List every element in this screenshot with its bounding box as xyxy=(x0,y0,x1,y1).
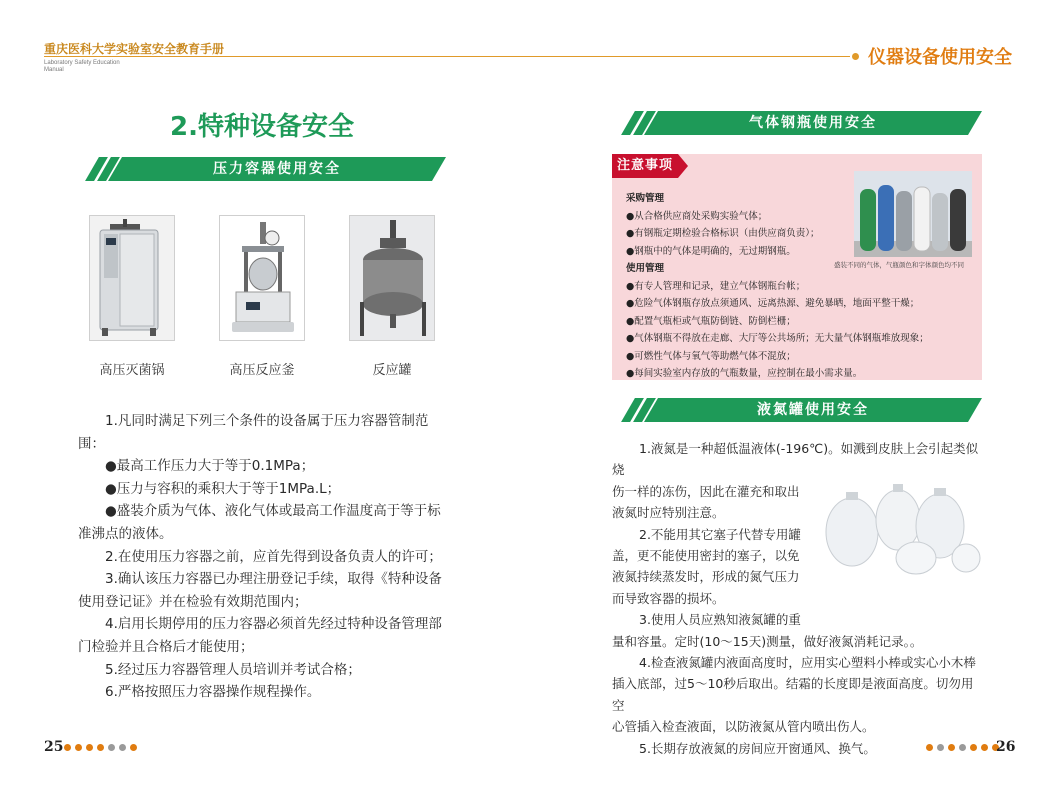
paragraph: 量和容量。定时(10～15天)测量，做好液氮消耗记录。。 xyxy=(612,633,923,649)
bullet-item: ●最高工作压力大于等于0.1MPa； xyxy=(105,458,315,475)
notice-item: ●钢瓶中的气体是明确的，无过期钢瓶。 xyxy=(626,245,796,257)
notice-content xyxy=(626,190,976,383)
use-heading: 使用管理 xyxy=(626,263,665,274)
pressure-vessel-banner xyxy=(78,157,446,181)
liquid-nitrogen-text xyxy=(612,438,984,759)
banner-label: 气体钢瓶使用安全 xyxy=(749,115,877,131)
photo-caption: 盛装不同的气体，气瓶颜色和字体颜色均不同 xyxy=(834,261,964,269)
banner-label: 压力容器使用安全 xyxy=(213,161,341,177)
paragraph: 心管插入检查液面，以防液氮从管内喷出伤人。 xyxy=(612,719,875,735)
page-number-right: 26 xyxy=(996,739,1016,755)
banner-label: 液氮罐使用安全 xyxy=(757,402,869,418)
header-english xyxy=(44,60,120,74)
paragraph: 4.检查液氮罐内液面高度时，应用实心塑料小棒或实心小木棒 xyxy=(639,655,976,671)
reaction-tank-image xyxy=(349,215,435,341)
manual-title: 实验室安全教育手册 xyxy=(116,42,225,56)
equipment-caption: 高压反应釜 xyxy=(229,363,295,378)
notice-box xyxy=(612,154,982,380)
notice-tag: 注意事项 xyxy=(612,154,678,178)
english-line2: Manual xyxy=(44,67,64,73)
paragraph: 3.使用人员应熟知液氮罐的重 xyxy=(639,612,801,628)
footer-dots-right xyxy=(926,744,999,751)
bullet-item: ●盛装介质为气体、液化气体或最高工作温度高于等于标准沸点的液体。 xyxy=(78,503,441,542)
paragraph: 2.不能用其它塞子代替专用罐 xyxy=(639,526,801,542)
notice-item: ●气体钢瓶不得放在走廊、大厅等公共场所；无大量气体钢瓶堆放现象； xyxy=(626,333,929,344)
autoclave-image xyxy=(89,215,175,341)
pressure-vessel-text xyxy=(78,410,454,704)
notice-item: ●每间实验室内存放的气瓶数量，应控制在最小需求量。 xyxy=(626,368,863,379)
notice-item: ●配置气瓶柜或气瓶防倒链、防倒栏栅； xyxy=(626,315,796,327)
paragraph: 5.经过压力容器管理人员培训并考试合格； xyxy=(105,661,361,678)
paragraph: 盖，更不能使用密封的塞子，以免 xyxy=(612,548,800,564)
section-title: 2.特种设备安全 xyxy=(170,112,354,142)
paragraph: 5.长期存放液氮的房间应开窗通风、换气。 xyxy=(639,740,876,756)
header-title xyxy=(44,40,224,57)
notice-item: ●危险气体钢瓶存放点须通风、远离热源、避免暴晒，地面平整干燥； xyxy=(626,298,920,309)
header-dot xyxy=(852,53,859,60)
reactor-image xyxy=(219,215,305,341)
page-number-left: 25 xyxy=(44,739,64,755)
gas-cylinder-banner xyxy=(614,111,982,135)
liquid-nitrogen-banner xyxy=(614,398,982,422)
paragraph: 6.严格按照压力容器操作规程操作。 xyxy=(105,684,321,701)
notice-item: ●可燃性气体与氧气等助燃气体不混放； xyxy=(626,350,796,362)
equipment-caption: 反应罐 xyxy=(372,363,412,378)
notice-item: ●有钢瓶定期检验合格标识（由供应商负责）； xyxy=(626,228,820,239)
paragraph: 液氮时应特别注意。 xyxy=(612,505,725,521)
notice-item: ●有专人管理和记录，建立气体钢瓶台帐； xyxy=(626,280,806,292)
paragraph: 4.启用长期停用的压力容器必须首先经过特种设备管理部门检验并且合格后才能使用； xyxy=(78,616,442,655)
bullet-item: ●压力与容积的乘积大于等于1MPa.L； xyxy=(105,480,341,497)
paragraph: 插入底部，过5～10秒后取出。结霜的长度即是液面高度。切勿用空 xyxy=(612,676,974,713)
paragraph: 1.凡同时满足下列三个条件的设备属于压力容器管制范围： xyxy=(78,413,429,452)
paragraph: 而导致容器的损坏。 xyxy=(612,590,725,606)
paragraph: 2.在使用压力容器之前，应首先得到设备负责人的许可； xyxy=(105,548,442,565)
paragraph: 伤一样的冻伤，因此在灌充和取出 xyxy=(612,483,800,499)
chapter-title: 仪器设备使用安全 xyxy=(868,47,1012,68)
notice-item: ●从合格供应商处采购实验气体； xyxy=(626,210,768,222)
paragraph: 3.确认该压力容器已办理注册登记手续，取得《特种设备使用登记证》并在检验有效期范围内； xyxy=(78,571,442,610)
purchase-heading: 采购管理 xyxy=(626,193,665,204)
university-name: 重庆医科大学 xyxy=(44,42,117,56)
paragraph: 液氮持续蒸发时，形成的氮气压力 xyxy=(612,569,800,585)
footer-dots-left xyxy=(64,744,137,751)
equipment-caption: 高压灭菌锅 xyxy=(99,363,165,378)
paragraph: 1.液氮是一种超低温液体(-196℃)。如溅到皮肤上会引起类似烧 xyxy=(612,441,979,478)
header-rule xyxy=(44,56,850,57)
english-line1: Laboratory Safety Education xyxy=(44,60,120,66)
